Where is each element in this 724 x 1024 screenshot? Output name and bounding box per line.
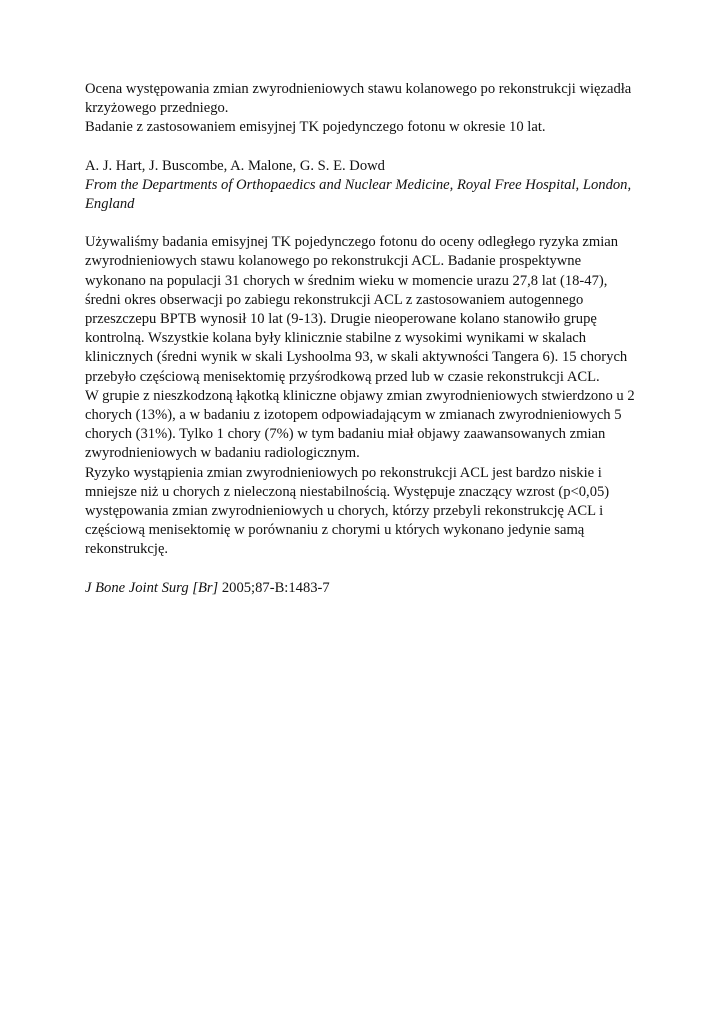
body-line: Używaliśmy badania emisyjnej TK pojedynczego fotonu do oceny odległego ryzyka zmian	[85, 234, 619, 251]
affiliation-line: England	[85, 196, 135, 213]
body-line: Ryzyko wystąpienia zmian zwyrodnieniowych po rekonstrukcji ACL jest bardzo niskie i	[85, 464, 602, 481]
paragraph-gap	[85, 138, 645, 157]
affiliation-line: From the Departments of Orthopaedics and Nuclear Medicine, Royal Free Hospital, London,	[85, 176, 632, 193]
title-line: Badanie z zastosowaniem emisyjnej TK pojedynczego fotonu w okresie 10 lat.	[85, 119, 546, 136]
body-line: rekonstrukcję.	[85, 541, 169, 558]
body-line: częściową menisektomię w porównaniu z chorymi u których wykonano jedynie samą	[85, 522, 585, 539]
citation	[85, 579, 645, 598]
body-line: zwyrodnieniowych w badaniu radiologicznym.	[85, 445, 360, 462]
body-line: chorych (13%), a w badaniu z izotopem odpowiadającym w zmianach zwyrodnieniowych 5	[85, 407, 622, 424]
abstract-body	[85, 233, 645, 559]
citation-details: 2005;87-B:1483-7	[218, 579, 330, 596]
title-line: krzyżowego przedniego.	[85, 100, 229, 117]
citation-journal: J Bone Joint Surg [Br]	[85, 579, 219, 596]
body-line: przeszczepu BPTB wynosił 10 lat (9-13). Drugie nieoperowane kolano stanowiło grupę	[85, 311, 597, 328]
body-line: kontrolną. Wszystkie kolana były klinicznie stabilne z wysokimi wynikami w skalach	[85, 330, 587, 347]
document-content	[85, 80, 645, 598]
body-line: występowania zmian zwyrodnieniowych u chorych, którzy przebyli rekonstrukcję ACL i	[85, 503, 604, 520]
paragraph-gap	[85, 214, 645, 233]
title-block	[85, 80, 645, 138]
body-line: zwyrodnieniowych stawu kolanowego po rekonstrukcji ACL. Badanie prospektywne	[85, 253, 582, 270]
title-line: Ocena występowania zmian zwyrodnieniowych stawu kolanowego po rekonstrukcji więzadła	[85, 81, 632, 97]
affiliation	[85, 176, 645, 214]
body-line: wykonano na populacji 31 chorych w średnim wieku w momencie urazu 27,8 lat (18-47),	[85, 272, 608, 289]
body-line: przebyło częściową menisektomię przyśrodkową przed lub w czasie rekonstrukcji ACL.	[85, 368, 600, 385]
body-line: mniejsze niż u chorych z nieleczoną niestabilnością. Występuje znaczący wzrost (p<0,05)	[85, 483, 610, 500]
body-line: klinicznych (średni wynik w skali Lyshoolma 93, w skali aktywności Tangera 6). 15 chorych	[85, 349, 628, 366]
body-line: W grupie z nieszkodzoną łąkotką kliniczne objawy zmian zwyrodnieniowych stwierdzono u 2	[85, 387, 635, 404]
body-line: średni okres obserwacji po zabiegu rekonstrukcji ACL z zastosowaniem autogennego	[85, 291, 584, 308]
body-line: chorych (31%). Tylko 1 chory (7%) w tym badaniu miał objawy zaawansowanych zmian	[85, 426, 606, 443]
paragraph-gap	[85, 560, 645, 579]
authors: A. J. Hart, J. Buscombe, A. Malone, G. S. E. Dowd	[85, 157, 385, 174]
